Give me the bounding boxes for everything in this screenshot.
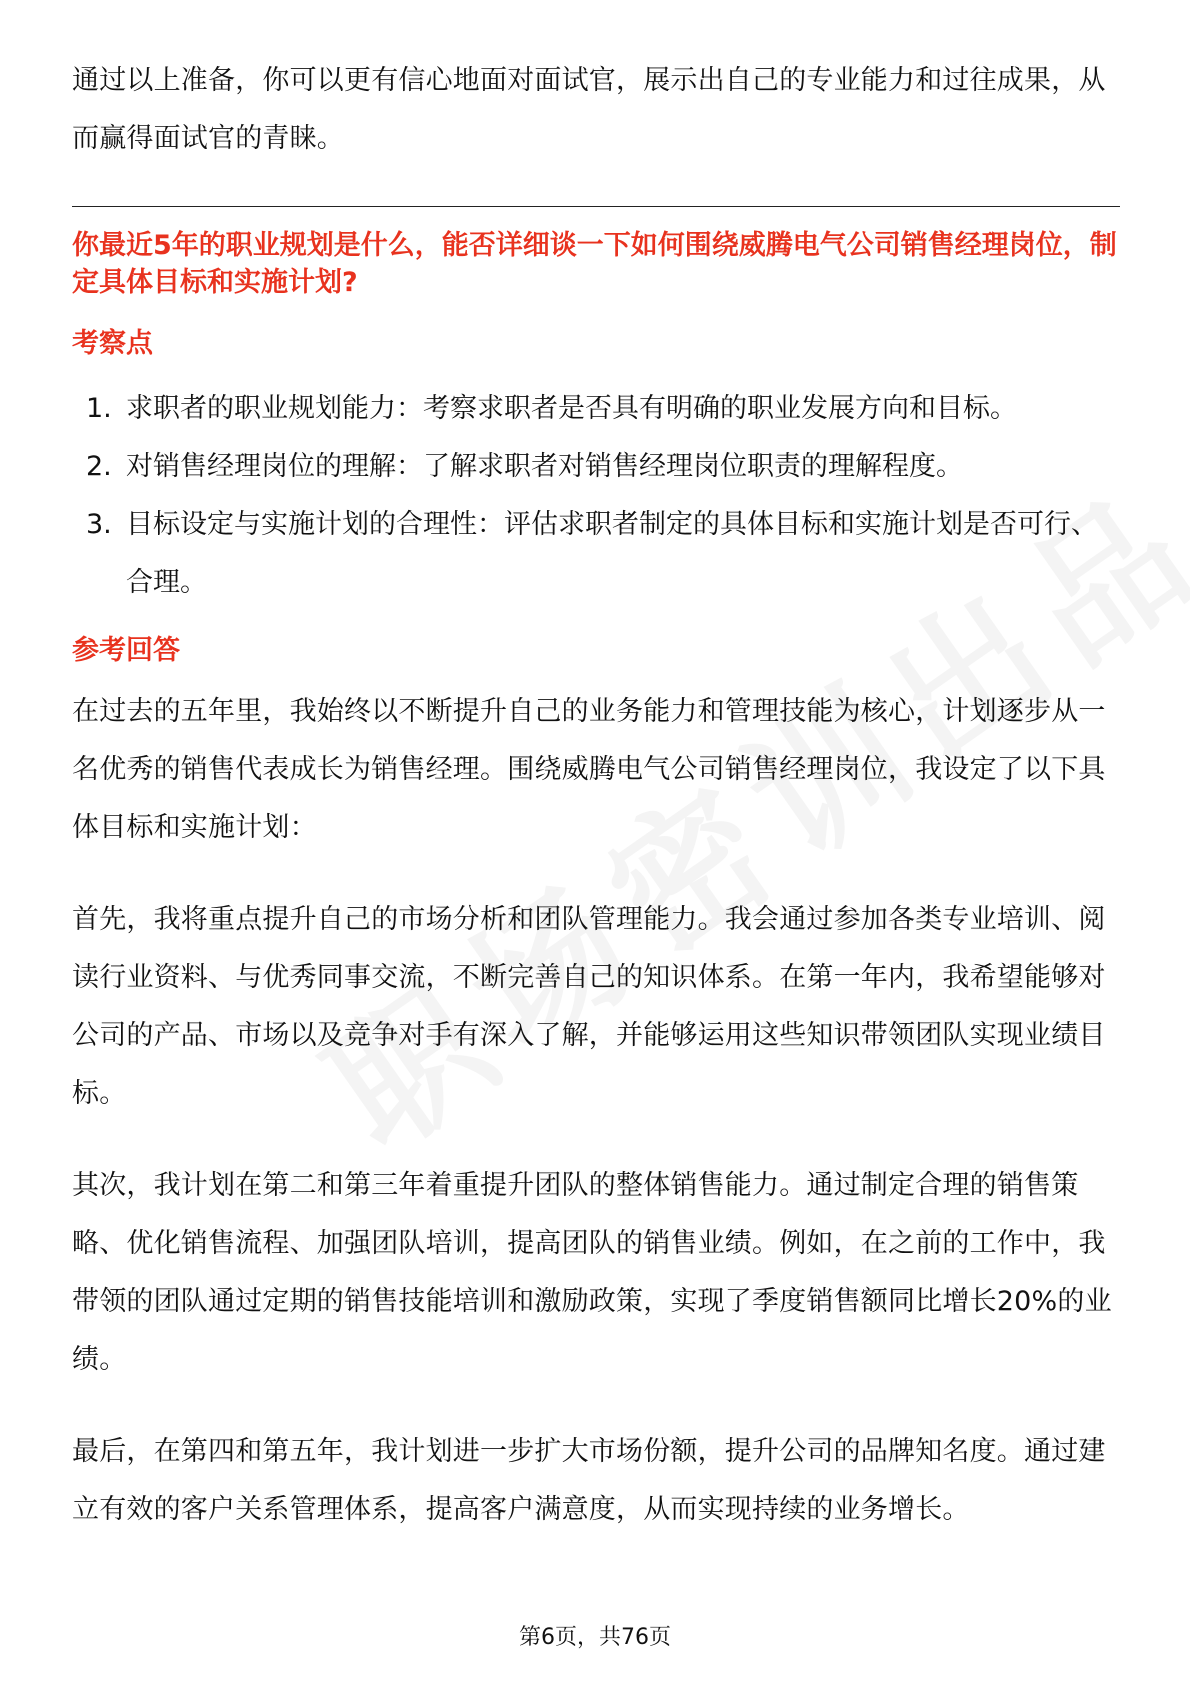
answer-paragraph: 首先，我将重点提升自己的市场分析和团队管理能力。我会通过参加各类专业培训、阅读行业资料、与优秀同事交流，不断完善自己的知识体系。在第一年内，我希望能够对公司的产品、市场以及竞争对手有深入了解，并能够运用这些知识带领团队实现业绩目标。: [72, 904, 1106, 1109]
list-item-text: 目标设定与实施计划的合理性：评估求职者制定的具体目标和实施计划是否可行、合理。: [126, 509, 1098, 598]
section-divider: [72, 206, 1120, 207]
answer-body: [72, 683, 1120, 1539]
key-points-list: [72, 380, 1120, 612]
list-item-text: 对销售经理岗位的理解：了解求职者对销售经理岗位职责的理解程度。: [126, 451, 963, 482]
list-item-number: 3.: [86, 509, 112, 540]
page-footer: 第6页，共76页: [519, 1625, 671, 1650]
key-points-heading: 考察点: [72, 328, 153, 359]
answer-paragraph: 最后，在第四和第五年，我计划进一步扩大市场份额，提升公司的品牌知名度。通过建立有效的客户关系管理体系，提高客户满意度，从而实现持续的业务增长。: [72, 1436, 1106, 1525]
list-item-number: 1.: [86, 393, 112, 424]
intro-paragraph: 通过以上准备，你可以更有信心地面对面试官，展示出自己的专业能力和过往成果，从而赢得面试官的青睐。: [72, 65, 1106, 154]
question-title: 你最近5年的职业规划是什么，能否详细谈一下如何围绕威腾电气公司销售经理岗位，制定具体目标和实施计划?: [72, 230, 1117, 298]
answer-paragraph: 在过去的五年里，我始终以不断提升自己的业务能力和管理技能为核心，计划逐步从一名优秀的销售代表成长为销售经理。围绕威腾电气公司销售经理岗位，我设定了以下具体目标和实施计划：: [72, 696, 1106, 843]
list-item: [72, 438, 1120, 496]
list-item: [72, 380, 1120, 438]
list-item-text: 求职者的职业规划能力：考察求职者是否具有明确的职业发展方向和目标。: [126, 393, 1017, 424]
answer-paragraph: 其次，我计划在第二和第三年着重提升团队的整体销售能力。通过制定合理的销售策略、优化销售流程、加强团队培训，提高团队的销售业绩。例如，在之前的工作中，我带领的团队通过定期的销售技能培训和激励政策，实现了季度销售额同比增长20%的业绩。: [72, 1170, 1112, 1375]
document-page: [72, 52, 1120, 1539]
answer-heading: 参考回答: [72, 635, 180, 666]
list-item: [72, 496, 1120, 612]
list-item-number: 2.: [86, 451, 112, 482]
